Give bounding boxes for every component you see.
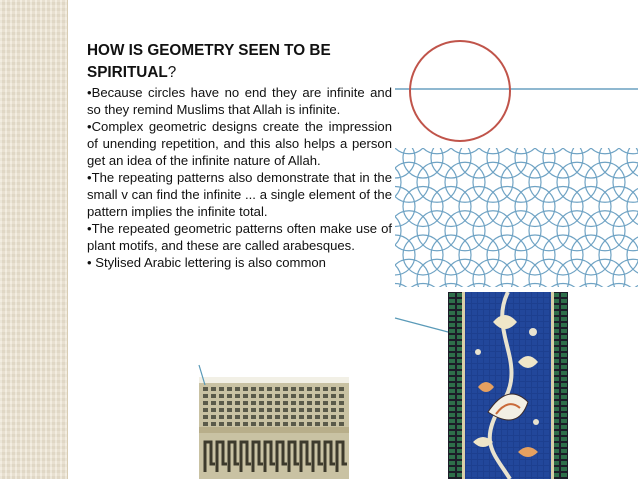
lattice-cell: [275, 387, 280, 391]
lattice-cell: [211, 415, 216, 419]
lattice-cell: [219, 422, 224, 426]
lattice-cell: [339, 422, 344, 426]
lattice-cell: [251, 394, 256, 398]
lattice-cell: [259, 401, 264, 405]
lattice-cell: [307, 415, 312, 419]
lattice-cell: [203, 394, 208, 398]
lattice-cell: [299, 408, 304, 412]
lattice-cell: [315, 408, 320, 412]
lattice-cell: [251, 422, 256, 426]
pattern-circle: [395, 211, 401, 251]
lattice-cell: [331, 387, 336, 391]
lattice-cell: [235, 394, 240, 398]
lattice-cell: [235, 401, 240, 405]
slide-title-suffix: ?: [167, 64, 177, 81]
lattice-cell: [315, 401, 320, 405]
lattice-cell: [211, 422, 216, 426]
lattice-cell: [203, 401, 208, 405]
pattern-circle: [487, 148, 527, 178]
lattice-cell: [259, 415, 264, 419]
lattice-cell: [235, 408, 240, 412]
lattice-cell: [283, 408, 288, 412]
lattice-cell: [283, 415, 288, 419]
pattern-circle: [529, 259, 569, 287]
lattice-cell: [339, 401, 344, 405]
pattern-circle: [599, 148, 638, 178]
lattice-cell: [299, 415, 304, 419]
lattice-cell: [291, 422, 296, 426]
carved-arabic-calligraphy-icon: [199, 377, 349, 479]
bullet-circles-infinite: •Because circles have no end they are infinite and so they remind Muslims that Allah is infinite.: [87, 85, 392, 117]
lattice-cell: [283, 394, 288, 398]
lattice-cell: [331, 422, 336, 426]
lattice-cell: [291, 415, 296, 419]
pattern-circle: [487, 283, 527, 287]
lattice-cell: [259, 394, 264, 398]
lattice-cell: [307, 401, 312, 405]
lattice-cell: [251, 415, 256, 419]
circle-with-line-icon: [395, 28, 638, 150]
connector-arabesque: [395, 318, 448, 332]
lattice-cell: [203, 415, 208, 419]
lattice-cell: [331, 401, 336, 405]
lattice-cell: [235, 415, 240, 419]
lattice-cell: [243, 422, 248, 426]
slide-title-text: HOW IS GEOMETRY SEEN TO BE SPIRITUAL: [87, 42, 331, 81]
lattice-cell: [291, 401, 296, 405]
bullet-arabic-lettering: • Stylised Arabic lettering is also common: [87, 255, 326, 270]
lattice-cell: [275, 408, 280, 412]
lattice-cell: [315, 387, 320, 391]
lattice-cell: [219, 415, 224, 419]
interlocking-circles-pattern-icon: [395, 148, 638, 287]
lattice-cell: [227, 408, 232, 412]
pattern-circle: [613, 148, 638, 154]
lattice-cell: [275, 415, 280, 419]
pattern-circle: [403, 283, 443, 287]
lattice-cell: [267, 408, 272, 412]
pattern-circle: [473, 259, 513, 287]
pattern-circle: [599, 283, 638, 287]
lattice-cell: [315, 422, 320, 426]
lattice-cell: [267, 401, 272, 405]
pattern-circle: [417, 259, 457, 287]
lattice-cell: [219, 387, 224, 391]
pattern-circle: [501, 259, 541, 287]
lattice-cell: [339, 394, 344, 398]
lattice-cell: [235, 387, 240, 391]
pattern-circle: [515, 283, 555, 287]
pattern-circle: [431, 283, 471, 287]
lattice-cell: [267, 422, 272, 426]
lattice-cell: [243, 408, 248, 412]
pattern-circle: [627, 235, 638, 275]
slide-title: [87, 40, 392, 84]
pattern-circle: [459, 148, 499, 178]
lattice-cell: [339, 387, 344, 391]
lattice-cell: [291, 387, 296, 391]
lattice-cell: [283, 387, 288, 391]
lattice-cell: [259, 408, 264, 412]
lattice-cell: [323, 415, 328, 419]
lattice-cell: [291, 408, 296, 412]
lattice-cell: [299, 401, 304, 405]
bullet-small-infinite: •The repeating patterns also demonstrate that in the small v can find the infinite ... a single element of the pattern implies the infinite total.: [87, 170, 392, 219]
lattice-cell: [307, 422, 312, 426]
lattice-cell: [211, 394, 216, 398]
lattice-cell: [227, 422, 232, 426]
pattern-circle: [445, 259, 485, 287]
lattice-cell: [243, 415, 248, 419]
pattern-circle: [627, 186, 638, 226]
lattice-cell: [275, 394, 280, 398]
lattice-cell: [323, 394, 328, 398]
lattice-cell: [323, 387, 328, 391]
lattice-cell: [235, 422, 240, 426]
lattice-cell: [267, 387, 272, 391]
lattice-cell: [203, 387, 208, 391]
lattice-cell: [259, 387, 264, 391]
pattern-circle: [515, 148, 555, 178]
pattern-circle: [557, 259, 597, 287]
pattern-circle: [543, 283, 583, 287]
lattice-cell: [251, 387, 256, 391]
lattice-cell: [243, 401, 248, 405]
lattice-cell: [307, 394, 312, 398]
bullet-arabesques: •The repeated geometric patterns often make use of plant motifs, and these are called arabesques.: [87, 221, 392, 253]
pattern-circle: [403, 148, 443, 178]
lattice-cell: [219, 401, 224, 405]
pattern-circle: [571, 283, 611, 287]
lattice-cell: [227, 401, 232, 405]
lattice-cell: [291, 394, 296, 398]
lattice-cell: [315, 415, 320, 419]
pattern-circle: [543, 148, 583, 178]
lattice-cell: [299, 387, 304, 391]
lattice-cell: [299, 394, 304, 398]
lattice-cell: [211, 401, 216, 405]
lattice-cell: [267, 394, 272, 398]
lattice-cell: [219, 408, 224, 412]
lattice-cell: [307, 387, 312, 391]
lattice-cell: [339, 408, 344, 412]
lattice-cell: [251, 401, 256, 405]
lattice-cell: [339, 415, 344, 419]
lattice-cell: [243, 394, 248, 398]
lattice-cell: [275, 422, 280, 426]
lattice-cell: [283, 422, 288, 426]
lattice-cell: [227, 387, 232, 391]
lattice-cell: [315, 394, 320, 398]
lattice-cell: [267, 415, 272, 419]
bullet-unending-repetition: •Complex geometric designs create the impression of unending repetition, and this also helps a person get an idea of the infinite nature of Allah.: [87, 119, 392, 168]
lattice-cell: [331, 394, 336, 398]
lattice-cell: [227, 394, 232, 398]
lattice-cell: [283, 401, 288, 405]
lattice-cell: [323, 401, 328, 405]
lattice-cell: [299, 422, 304, 426]
slide-text-block: [87, 40, 392, 271]
lattice-cell: [323, 422, 328, 426]
lattice-cell: [251, 408, 256, 412]
lattice-cell: [219, 394, 224, 398]
pattern-circle: [395, 162, 401, 202]
lattice-cell: [331, 408, 336, 412]
lattice-cell: [259, 422, 264, 426]
pattern-circle: [571, 148, 611, 178]
lattice-cell: [307, 408, 312, 412]
lattice-cell: [203, 422, 208, 426]
lattice-cell: [243, 387, 248, 391]
decorative-side-band: [0, 0, 68, 479]
lattice-cell: [211, 408, 216, 412]
lattice-cell: [203, 408, 208, 412]
lattice-cell: [211, 387, 216, 391]
lattice-cell: [331, 415, 336, 419]
lattice-cell: [275, 401, 280, 405]
pattern-circle: [431, 148, 471, 178]
blue-floral-mosaic-icon: [448, 292, 568, 479]
pattern-circle: [585, 259, 625, 287]
lattice-cell: [323, 408, 328, 412]
lattice-cell: [227, 415, 232, 419]
pattern-circle: [459, 283, 499, 287]
